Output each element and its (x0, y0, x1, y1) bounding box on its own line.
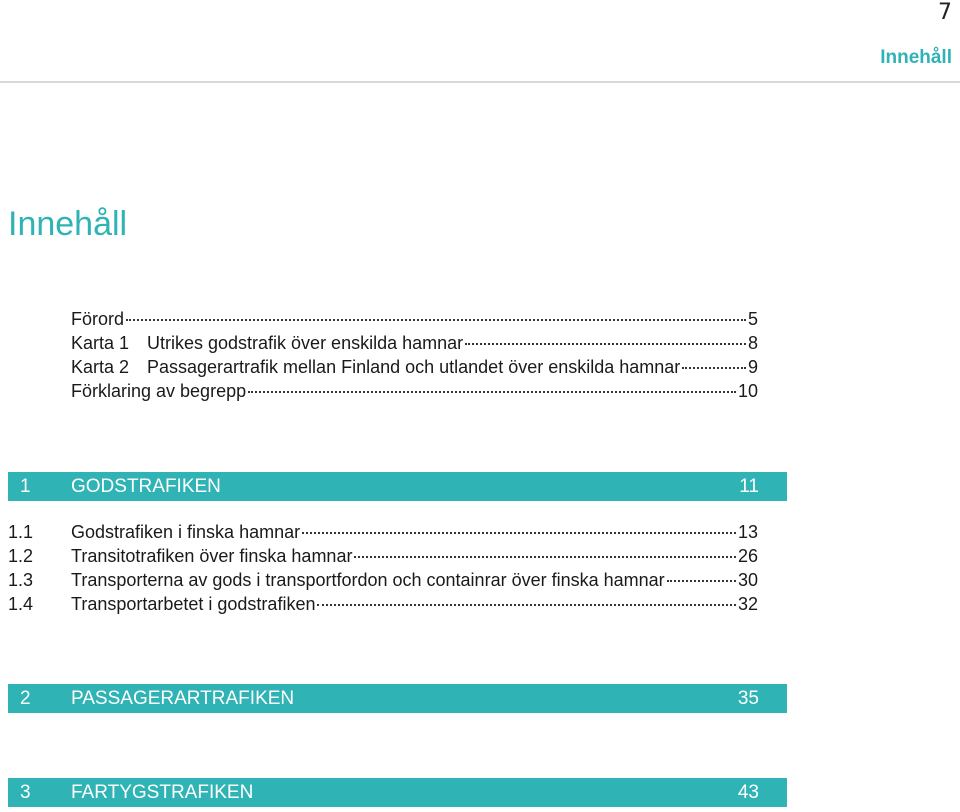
section-number: 1.3 (8, 570, 34, 590)
section-title: Transporterna av gods i transportfordon och containrar över finska hamnar (71, 570, 665, 590)
section-title: Godstrafiken i finska hamnar (71, 522, 301, 542)
section-page: 32 (737, 594, 758, 614)
section-number: 1.4 (8, 594, 34, 614)
header-rule (0, 81, 960, 83)
chapter-page: 35 (737, 687, 759, 709)
toc-entry-label: Förord (71, 309, 125, 329)
section-page: 30 (737, 570, 758, 590)
dot-leader (465, 343, 746, 345)
chapter-title: GODSTRAFIKEN (71, 475, 221, 497)
running-head: Innehåll (880, 47, 952, 68)
page-number: 7 (938, 0, 952, 25)
dot-leader (317, 604, 736, 606)
front-matter-list (71, 309, 758, 405)
chapter-bar-3[interactable] (8, 778, 787, 807)
toc-title: Innehåll (8, 205, 128, 243)
toc-section-1-1[interactable] (8, 522, 758, 546)
toc-section-1-3[interactable] (8, 570, 758, 594)
chapter-bar-2[interactable] (8, 684, 787, 713)
toc-entry-page: 5 (747, 309, 758, 329)
toc-entry-karta-1[interactable] (71, 333, 758, 357)
dot-leader (682, 367, 746, 369)
dot-leader (667, 580, 736, 582)
toc-entry-karta-2[interactable] (71, 357, 758, 381)
section-number: 1.2 (8, 546, 34, 566)
section-title: Transitotrafiken över finska hamnar (71, 546, 353, 566)
chapter-page: 43 (737, 781, 759, 803)
toc-entry-page: 10 (737, 381, 758, 401)
chapter-bar-1[interactable] (8, 472, 787, 501)
dot-leader (126, 319, 746, 321)
toc-entry-forord[interactable] (71, 309, 758, 333)
dot-leader (302, 532, 736, 534)
section-number: 1.1 (8, 522, 34, 542)
toc-entry-label: Förklaring av begrepp (71, 381, 247, 401)
dot-leader (248, 391, 736, 393)
map-number: Karta 2 (71, 357, 130, 377)
chapter-1-sections (8, 522, 758, 618)
chapter-number: 1 (20, 475, 31, 497)
map-number: Karta 1 (71, 333, 130, 353)
section-title: Transportarbetet i godstrafiken (71, 594, 316, 614)
toc-section-1-4[interactable] (8, 594, 758, 618)
toc-entry-forklaring[interactable] (71, 381, 758, 405)
dot-leader (354, 556, 736, 558)
toc-section-1-2[interactable] (8, 546, 758, 570)
toc-entry-label: Passagerartrafik mellan Finland och utlandet över enskilda hamnar (147, 357, 681, 377)
toc-entry-page: 9 (747, 357, 758, 377)
chapter-title: PASSAGERARTRAFIKEN (71, 687, 295, 709)
chapter-number: 3 (20, 781, 31, 803)
chapter-page: 11 (739, 475, 759, 497)
toc-entry-label: Utrikes godstrafik över enskilda hamnar (147, 333, 464, 353)
section-page: 26 (737, 546, 758, 566)
chapter-number: 2 (20, 687, 31, 709)
toc-entry-page: 8 (747, 333, 758, 353)
section-page: 13 (737, 522, 758, 542)
chapter-title: FARTYGSTRAFIKEN (71, 781, 254, 803)
